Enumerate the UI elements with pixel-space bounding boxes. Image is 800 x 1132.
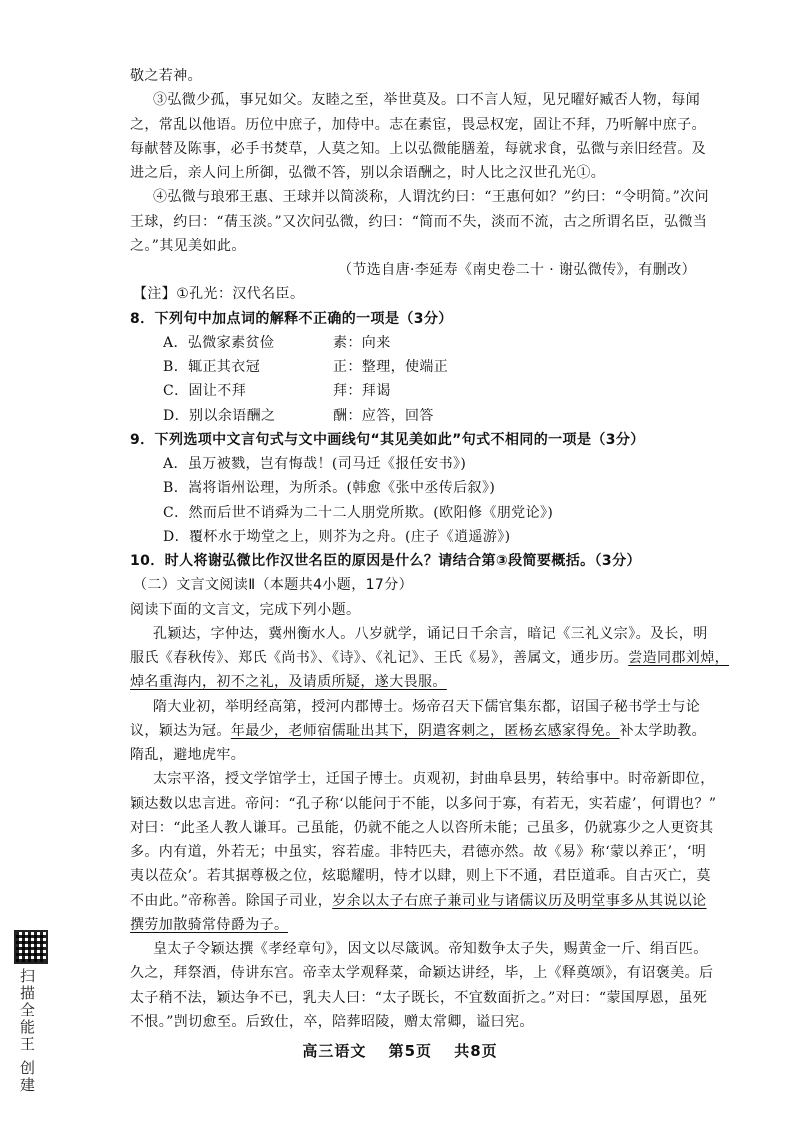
passage2-text: 服氏《春秋传》、郑氏《尚书》、《诗》、《礼记》、王氏《易》，善属文，通步历。 bbox=[130, 650, 629, 667]
option-gloss: 酬：应答，回答 bbox=[333, 407, 434, 424]
passage1-line: ④弘微与琅邪王惠、王球并以简淡称，人谓沈约曰：“王惠何如？”约曰：“令明简。”次问 bbox=[153, 189, 710, 206]
underlined-sentence: 焯名重海内，初不之礼，及请质所疑，遂大畏服。 bbox=[130, 674, 447, 691]
passage2-line bbox=[130, 646, 729, 670]
passage2-line bbox=[130, 1010, 534, 1034]
question-8-option-d[interactable] bbox=[163, 404, 434, 428]
passage1-note: 【注】①孔光：汉代名臣。 bbox=[133, 286, 305, 303]
page-footer bbox=[0, 1040, 800, 1061]
passage1-line-text: 之。”其见美如此。 bbox=[130, 237, 246, 254]
question-9-option-c[interactable]: C．然而后世不诮舜为二十二人朋党所欺。(欧阳修《朋党论》) bbox=[163, 504, 554, 521]
option-gloss: 正：整理，使端正 bbox=[333, 359, 449, 376]
passage2-line: 隋乱，避地虎牢。 bbox=[130, 747, 246, 764]
option-text: D．别以余语酬之 bbox=[163, 407, 276, 424]
passage2-text: 不恨。”剀切愈至。后致仕，卒，陪葬昭陵，赠太常卿，谥曰宪。 bbox=[130, 1014, 534, 1030]
option-text: C．固让不拜 bbox=[163, 383, 247, 400]
passage2-text: 撰劳加散骑常侍爵为子。 bbox=[130, 916, 289, 933]
passage2-line: 太宗平洛，授文学馆学士，迁国子博士。贞观初，封曲阜县男，转给事中。时帝新即位， bbox=[153, 771, 715, 788]
qr-code-icon bbox=[14, 930, 48, 964]
passage2-line: 多。内有道，外若无；中虽实，容若虚。非特匹夫，君德亦然。故《易》称‘蒙以养正’，‘明 bbox=[130, 844, 707, 861]
passage2-line bbox=[153, 937, 708, 961]
passage2-line: 对曰：“此圣人教人谦耳。己虽能，仍就不能之人以咨所未能；己虽多，仍就寡少之人更资其 bbox=[130, 819, 714, 836]
question-8-option-a[interactable] bbox=[163, 331, 391, 355]
option-gloss: 素：向来 bbox=[333, 334, 391, 351]
passage1-line: 敬之若神。 bbox=[130, 68, 202, 84]
footer-subject: 高三语文 bbox=[302, 1042, 367, 1060]
passage2-line: 颖达数以忠言进。帝问：“孔子称‘以能问于不能，以多问于寡，有若无，实若虚’，何谓也？” bbox=[130, 795, 717, 812]
passage2-line bbox=[130, 670, 447, 694]
passage1-line: ③弘微少孤，事兄如父。友睦之至，举世莫及。口不言人短，见兄曜好臧否人物，每闻 bbox=[153, 92, 701, 109]
passage2-line: 隋大业初，举明经高第，授河内郡博士。炀帝召天下儒官集东都，诏国子秘书学士与论 bbox=[153, 698, 701, 715]
passage2-text: 皇太子令颖达撰《孝经章句》，因文以尽箴讽。帝知数争太子失，赐黄金一斤、绢百匹。 bbox=[153, 941, 708, 958]
passage2-line bbox=[130, 913, 288, 937]
passage1-line bbox=[130, 234, 246, 258]
question-9-option-a[interactable]: A．虽万被戮，岂有悔哉！(司马迁《报任安书》) bbox=[163, 456, 467, 473]
question-9-stem: 9．下列选项中文言句式与文中画线句“其见美如此”句式不相同的一项是（3分） bbox=[130, 431, 645, 448]
footer-total: 共8页 bbox=[454, 1042, 498, 1060]
passage2-text: 久之，拜祭酒，侍讲东宫。帝幸太学观释菜，命颖达讲经，毕，上《释奠颂》，有诏褒美。后 bbox=[130, 965, 714, 982]
passage1-line: 每献替及陈事，必手书焚草，人莫之知。上以弘微能膳羞，每就求食，弘微与亲旧经营。及 bbox=[130, 140, 706, 157]
passage1-line: 之，常乱以他语。历位中庶子，加侍中。志在素宦，畏忌权宠，固让不拜，乃听解中庶子。 bbox=[130, 116, 706, 133]
passage2-text: 不由此。”帝称善。除国子司业， bbox=[130, 892, 333, 909]
passage2-line bbox=[130, 961, 713, 985]
scanner-watermark: 扫描全能王 创建 bbox=[18, 968, 36, 1094]
footer-page: 第5页 bbox=[388, 1042, 432, 1060]
option-text: A．弘微家素贫俭 bbox=[163, 334, 275, 351]
passage2-line bbox=[130, 719, 706, 743]
section-2-instruction: 阅读下面的文言文，完成下列小题。 bbox=[130, 601, 361, 618]
passage2-line bbox=[130, 889, 707, 913]
option-gloss: 拜：拜谒 bbox=[333, 383, 391, 400]
underlined-sentence: 岁余以太子右庶子兼司业与诸儒议历及明堂事多从其说以论 bbox=[332, 892, 707, 909]
passage2-line: 夷以莅众’。若其据尊极之位，炫聪耀明，恃才以肆，则上下不通，君臣道乖。自古灭亡，莫 bbox=[130, 868, 711, 885]
question-9-option-b[interactable]: B．嵩将诣州讼理，为所杀。(韩愈《张中丞传后叙》) bbox=[163, 480, 496, 497]
passage2-line bbox=[130, 986, 707, 1010]
passage2-text: 议，颖达为冠。 bbox=[130, 722, 231, 739]
passage1-line: 王球，约曰：“蒨玉淡。”又次问弘微，约曰：“简而不失，淡而不流，古之所谓名臣，弘微当 bbox=[130, 213, 708, 230]
passage2-text: 太子稍不法，颖达争不已，乳夫人曰：“太子既长，不宜数面折之。”对曰：“蒙国厚恩，虽死 bbox=[130, 989, 708, 1006]
passage2-line: 孔颖达，字仲达，冀州衡水人。八岁就学，诵记日千余言，暗记《三礼义宗》。及长，明 bbox=[153, 625, 708, 642]
question-9-option-d[interactable]: D．覆杯水于坳堂之上，则芥为之舟。(庄子《逍遥游》) bbox=[163, 528, 511, 545]
underlined-sentence: 年最少，老师宿儒耻出其下，阴遣客刺之，匿杨玄感家得免。 bbox=[230, 722, 620, 739]
question-10-stem: 10．时人将谢弘微比作汉世名臣的原因是什么？请结合第③段简要概括。（3分） bbox=[130, 553, 641, 570]
passage1-source: （节选自唐·李延寿《南史卷二十 · 谢弘微传》，有删改） bbox=[338, 262, 696, 279]
passage2-text: 补太学助教。 bbox=[619, 722, 707, 739]
section-2-title: （二）文言文阅读Ⅱ（本题共4小题，17分） bbox=[133, 577, 414, 594]
passage1-line: 进之后，亲人问上所御，弘微不答，别以余语酬之，时人比之汉世孔光①。 bbox=[130, 165, 606, 182]
question-8-option-b[interactable] bbox=[163, 355, 448, 379]
option-text: B．辄正其衣冠 bbox=[163, 359, 261, 376]
underlined-sentence: 尝造同郡刘焯， bbox=[628, 650, 730, 667]
question-8-stem: 8．下列句中加点词的解释不正确的一项是（3分） bbox=[130, 310, 453, 327]
question-8-option-c[interactable] bbox=[163, 379, 391, 403]
